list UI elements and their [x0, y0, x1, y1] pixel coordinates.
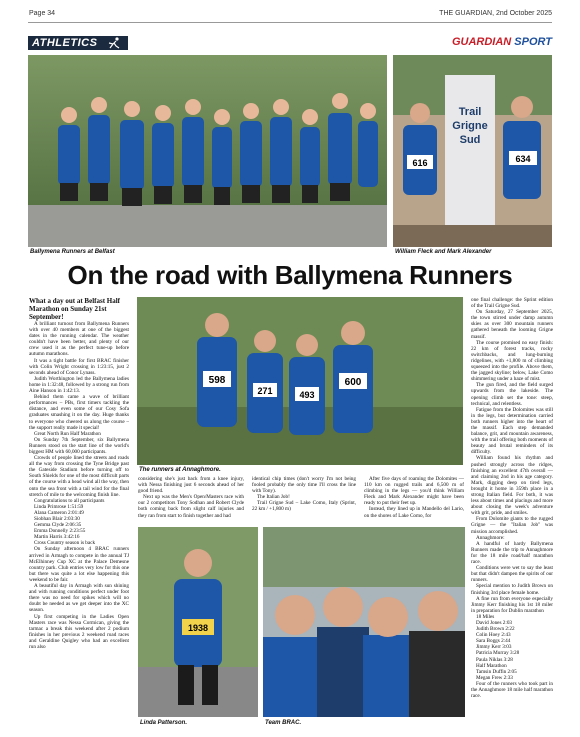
group-photo-caption: Ballymena Runners at Belfast [30, 249, 115, 255]
svg-text:Trail: Trail [458, 106, 482, 118]
section-title: ATHLETICS [32, 37, 98, 49]
svg-text:616: 616 [412, 158, 428, 168]
section-banner [28, 36, 128, 50]
duo-photo-caption: William Fleck and Mark Alexander [395, 249, 492, 255]
headline: On the road with Ballymena Runners [67, 260, 513, 290]
svg-text:Grigne: Grigne [452, 120, 488, 132]
team-photo-caption: Team BRAC. [265, 720, 302, 726]
team-photo [263, 527, 465, 717]
publication-date: THE GUARDIAN, 2nd October 2025 [439, 10, 552, 17]
guardian-sport-logo: GUARDIAN SPORT [451, 36, 552, 48]
article-column-2: considering she's just back from a knee injury, with Nessa finishing just 6 seconds ahead of her good friend. Next up was the Men's Open/Masters race with our 2 competitors Tony Sodhan and Robert Clyde both coming back from slight calf injuries and they ran from start to finish together and had [138, 476, 244, 519]
svg-text:Sud: Sud [459, 134, 481, 146]
svg-text:1938: 1938 [187, 623, 209, 633]
linda-photo [138, 527, 258, 717]
svg-text:598: 598 [208, 375, 226, 386]
annaghmore-photo [137, 297, 463, 465]
annaghmore-18-mile-results: 18 Miles David Jones 2:03 Judith Brown 2:22 Colin Hoey 2:43 Sara Boggs 2:44 Jimmy Kerr 3:03 Patricia Murray 3:28 Paula Niklas 3:28 [476, 613, 520, 663]
article-column-1: What a day out at Belfast Half Marathon on Sunday 21st September! A brilliant turnout from Ballymena Runners with over 40 members at one of the biggest dates in the running calendar. The weather couldn't have been better, and plenty of our crew used it as the perfect tune-up before autumn marathons. It was a tight battle for first BRAC finisher with Colin Wright crossing in 1:23:15, just 2 seconds ahead of Conor Lynass. Judith Worthington led the Ballymena ladies home in 1:32:48, followed by a strong run from Aine Hanson in 1:42:13. Behind them came a wave of brilliant performances – PBs, first timers tackling the distance, and even some of our Cosy Sofa graduates smashing it on the day. Huge thanks to everyone who cheered us along the course – the support really made it special! Great North Run Half Marathon On Sunday 7th September, six Ballymena Runners stood on the start line of the world's biggest HM with 60,000 participants. Crowds of people lined the streets and roads all the way from crossing the Tyne Bridge past the Gateside Stadium before turning off to South Shields for one of the most difficult parts of the course with a head wind all the way, then onto the sea front with a tail wind for the final stretch of mile to the welcoming finish line. Congratulations to all participants Linda Primrose 1:51:59 Alana Cameron 2:01:49 Siobhan Blair 2:03:30 Gemma Clyde 2:06:35 Emma Donnelly 2:23:55 Martin Harris 3:42:16 Cross Country season is back On Sunday afternoon 4 BRAC runners arrived in Armagh to compete in the annual TJ McElhinney Cup XC at the Palace Demesne country park. Club entries very low for this one but there was quite a lot else happening this weekend to be fair. A beautiful day in Armagh with sun shining and with running conditions perfect under foot there was no need for spikes which will no doubt be needed as we get deeper into the XC season. Up first competing in the Ladies Open Masters race was Nessa Cormican, giving the tarmac a break this weekend after 2 podium finishes in her previous 2 weekend road races and Geraldine Quigley who had an excellent run also [29, 297, 129, 650]
runner-icon [102, 37, 124, 49]
svg-text:600: 600 [344, 377, 362, 388]
article-column-5: one final challenge: the Sprint edition of the Trail Grigne Sud. On Saturday, 27 September 2025, the town stirred under damp autumn skies as over 300 mountain runners gathered beneath the looming Grigne massif. The course promised no easy finish: 22 km of forest tracks, rocky switchbacks, and lung-burning ridgelines, with +1,800 m of climbing squeezed into the profile. Above them, the jagged skyline; below, Lake Como shimmering under a haze of mist. The gun fired, and the field surged upwards from the lakeside. The opening climb set the tone: steep, technical, and relentless. Fatigue from the Dolomites was still in the legs, but determination carried both runners higher into the heart of the massif. Each step demanded balance, grit, and mountain awareness, with the trail offering both moments of beauty and brutal reminders of its difficulty. William found his rhythm and pushed strongly across the ridges, finishing an excellent 47th overall — and claiming 2nd in his age category. Mark, digging deep on tired legs, brought it home in 359th place in a strong Italian field. For both, it was less about times and placings and more about closing the week's adventure with grit, pride, and smiles. From Dolomite giants to the rugged Grigne — the "Italian Job" was mission accomplished. Annaghmore: A handful of hardy Ballymena Runners made the trip to Annaghmore for the 18 mile road/half marathon race. Conditions were wet to say the least but that didn't dampen the spirits of our runners. Special mention to Judith Brown on finishing 3rd place female home. A fine run from everyone especially Jimmy Kerr finishing his 1st 18 miler in preparation for Dublin marathon 18 Miles David Jones 2:03 Judith Brown 2:22 Colin Hoey 2:43 Sara Boggs 2:44 Jimmy Kerr 3:03 Patricia Murray 3:28 Paula Niklas 3:28 Half Marathon Tamsin Duffin 2:05 Megan Frew 2:33 Four of the runners who took part in the Annaghmore 18 mile half marathon race. [471, 297, 553, 700]
group-photo-belfast [28, 55, 387, 247]
page-number: Page 34 [29, 10, 56, 17]
header-divider [28, 22, 552, 23]
svg-text:271: 271 [257, 386, 273, 396]
great-north-run-results: Linda Primrose 1:51:59 Alana Cameron 2:01:49 Siobhan Blair 2:03:30 Gemma Clyde 2:06:35 Emma Donnelly 2:23:55 Martin Harris 3:42:16 [34, 503, 86, 541]
duo-photo-italy [393, 55, 552, 247]
article-column-4: After five days of roaming the Dolomites — 110 km on rugged trails and 6,500 m of climbing in the legs — you'd think William Fleck and Mark Alexander might have been ready to put their feet up. Instead, they lined up in Mandello del Lario, on the shores of Lake Como, for [364, 476, 464, 519]
svg-text:634: 634 [515, 154, 531, 164]
linda-photo-caption: Linda Patterson. [140, 720, 188, 726]
lead-paragraph: What a day out at Belfast Half Marathon on Sunday 21st September! [29, 297, 120, 321]
article-column-3: identical chip times (don't worry I'm not being fooled probably the only time I'll cross the line with Tony). The Italian Job! Trail Grigne Sud – Lake Como, Italy (Sprint, 22 km / +1,800 m) [252, 476, 356, 513]
svg-text:493: 493 [299, 390, 315, 400]
annaghmore-photo-caption: The runners at Annaghmore. [139, 467, 221, 473]
annaghmore-half-marathon-results: Half Marathon Tamsin Duffin 2:05 Megan Frew 2:33 [476, 662, 517, 681]
